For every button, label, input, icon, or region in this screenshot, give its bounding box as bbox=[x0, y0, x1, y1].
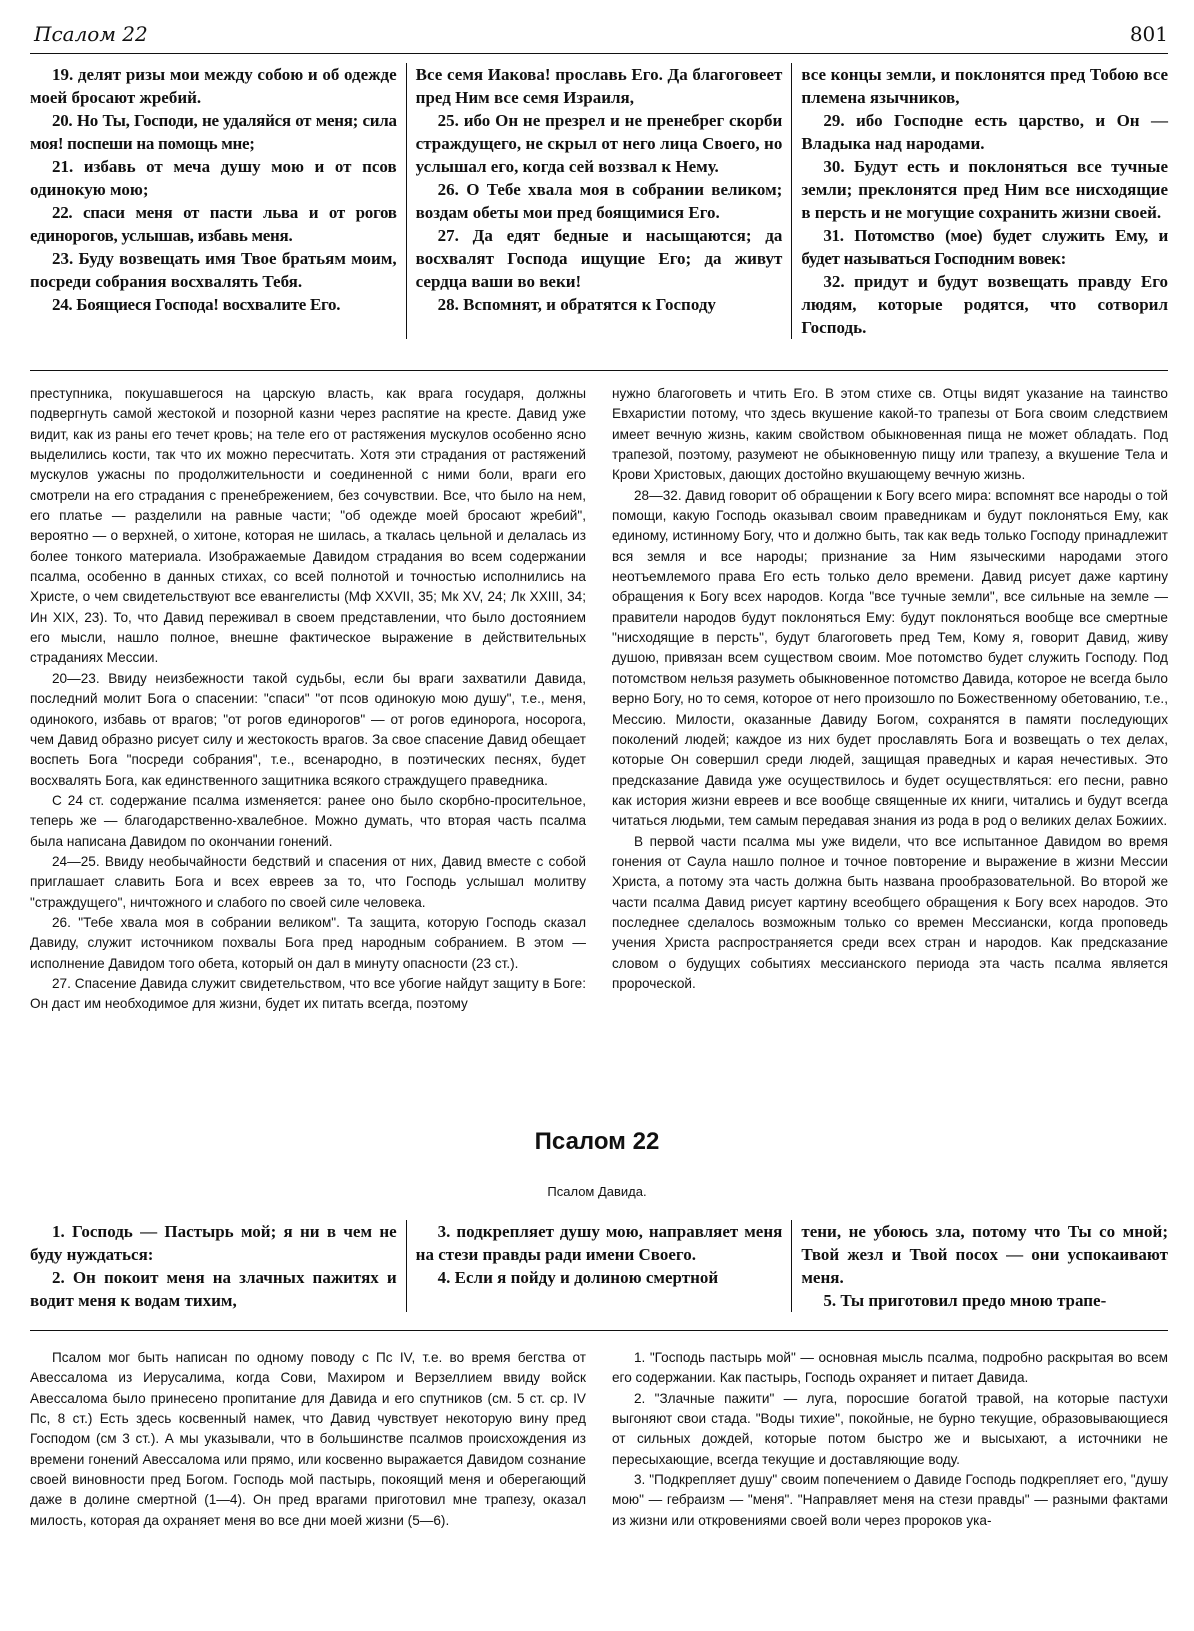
commentary-paragraph: 24—25. Ввиду необычайности бедствий и спасения от них, Давид вместе с собой приглашает славить Бога и всех евреев за то, что Господь услышал молитву "страждущего", ничтожного и слабого по своей силе человека. bbox=[30, 853, 586, 910]
verses-divider-rule bbox=[30, 1330, 1168, 1331]
verse-paragraph: 20. Но Ты, Господи, не удаляйся от меня; сила моя! поспеши на помощь мне; bbox=[30, 111, 397, 153]
page-number: 801 bbox=[1129, 22, 1168, 46]
header-rule bbox=[30, 53, 1168, 54]
verse-paragraph: 2. Он покоит меня на злачных пажитях и водит меня к водам тихим, bbox=[30, 1268, 397, 1310]
commentary-paragraph: 3. "Подкрепляет душу" своим попечением о Давиде Господь подкрепляет его, "душу мою" — гебраизм — "меня". "Направляет меня на стези правды" — разными фактами из жизни или откровениями своей воли через пророков ука- bbox=[612, 1472, 1168, 1528]
commentary-column-right bbox=[612, 384, 1168, 1015]
verse-paragraph: 5. Ты приготовил предо мною трапе- bbox=[823, 1291, 1107, 1310]
verse-paragraph: 24. Боящиеся Господа! восхвалите Его. bbox=[52, 295, 341, 314]
verse-paragraph: 1. Господь — Пастырь мой; я ни в чем не буду нуждаться: bbox=[30, 1222, 397, 1264]
verse-paragraph: 31. Потомство (мое) будет служить Ему, и будет называться Господним вовек: bbox=[801, 226, 1169, 268]
verse-column-3 bbox=[791, 63, 1168, 339]
running-header bbox=[30, 14, 1168, 50]
commentary-column-right bbox=[612, 1348, 1168, 1531]
verse-column-2 bbox=[406, 63, 792, 339]
commentary-paragraph: Псалом мог быть написан по одному поводу с Пс IV, т.е. во время бегства от Авессалома из Иерусалима, когда Сови, Махиром и Верзеллием ввиду войск Авессалома было принесено пропитание для Давида и его спутников (см. 5 ст. ср. IV Пс, 8 ст.) Есть здесь косвенный намек, что Давид чувствует некоторую вину пред Господом (см 3 ст.). А мы указывали, что в большинстве псалмов происхождения из времени гонений Авессалома или прямо, или косвенно выражается Давидом сознание своей виновности пред Богом. Господь мой пастырь, покоящий меня и оберегающий даже в долине смертной (1—4). Он пред врагами приготовил мне трапезу, оказал милость, которая да охраняет меня во все дни моей жизни (5—6). bbox=[30, 1350, 586, 1528]
verse-paragraph: 29. ибо Господне есть царство, и Он — Владыка над народами. bbox=[801, 111, 1169, 153]
verse-column-1 bbox=[30, 63, 406, 339]
verse-paragraph: 26. О Тебе хвала моя в собрании великом; воздам обеты мои пред боящимися Его. bbox=[415, 180, 783, 222]
verse-paragraph: Все семя Иакова! прославь Его. Да благоговеет пред Ним все семя Израиля, bbox=[415, 65, 783, 107]
verse-paragraph: тени, не убоюсь зла, потому что Ты со мной; Твой жезл и Твой посох — они успокаивают меня. bbox=[801, 1222, 1169, 1287]
commentary-paragraph: 2. "Злачные пажити" — луга, поросшие богатой травой, на которые пастухи выгоняют свои стада. "Воды тихие", покойные, не бурно текущие, образовывающиеся от сильных дождей, которые потом быстро же и высыхают, а источники не пересыхающие, всегда текущие и доставляющие воду. bbox=[612, 1390, 1168, 1467]
verses-bottom bbox=[30, 1220, 1168, 1312]
verse-column-3 bbox=[791, 1220, 1168, 1312]
verse-paragraph: 30. Будут есть и поклоняться все тучные земли; преклонятся пред Ним все нисходящие в персть и не могущие сохранить жизни своей. bbox=[801, 157, 1169, 222]
commentary-paragraph: В первой части псалма мы уже видели, что все испытанное Давидом во время гонения от Саула нашло полное и точное повторение и выражение в жизни Мессии Христа, а потому эта часть должна быть названа прообразовательной. Во второй же части псалма Давид рисует картину всеобщего обращения к Богу всех народов. Это последнее сделалось возможным только со времен Мессиански, когда проповедь учения Христа распространяется среди всех стран и народов. Как предсказание словом о будущих событиях мессианского периода эта часть псалма является пророческой. bbox=[612, 833, 1168, 991]
psalm-subtitle: Псалом Давида. bbox=[547, 1184, 647, 1199]
verses-divider-rule bbox=[30, 370, 1168, 371]
verse-paragraph: 19. делят ризы мои между собою и об одежде моей бросают жребий. bbox=[30, 65, 397, 107]
verse-paragraph: 4. Если я пойду и долиною смертной bbox=[437, 1268, 719, 1287]
verse-paragraph: 32. придут и будут возвещать правду Его людям, которые родятся, что сотворил Господь. bbox=[801, 272, 1169, 337]
commentary-paragraph: С 24 ст. содержание псалма изменяется: ранее оно было скорбно-просительное, теперь же — благодарственно-хвалебное. Можно думать, что вторая часть псалма была написана Давидом по окончании гонений. bbox=[30, 792, 586, 849]
commentary-paragraph: преступника, покушавшегося на царскую власть, как врага государя, должны подвергнуть самой жестокой и позорной казни через распятие на кресте. Давид уже видит, как из раны его течет кровь; на теле его от растяжения мускулов особенно ясно выделились кости, так что их можно пересчитать. Хотя эти страдания от растяжений мускулов ужасны по продолжительности и соединенной с ними боли, враги его смотрели на его страдания с пренебрежением, без сочувствии. Все, что было на нем, его платье — разделили на равные части; "об одежде моей бросают жребий", вероятно — о верхней, о хитоне, которая не шилась, а ткалась цельной и делалась из более тонкого материала. Изображаемые Давидом страдания во всем содержании псалма, особенно в данных стихах, со всей полнотой и точностью исполнились на Христе, о чем свидетельствуют все евангелисты (Мф XXVII, 35; Мк XV, 24; Лк XXIII, 34; Ин XIX, 23). То, что Давид переживал в своем представлении, что было достоянием его мысли, нашло полное, внешне фактическое выражение в действительных страданиях Мессии. bbox=[30, 386, 586, 666]
running-title: Псалом 22 bbox=[34, 22, 148, 46]
verse-column-2 bbox=[406, 1220, 792, 1312]
psalm-title: Псалом 22 bbox=[534, 1128, 660, 1155]
verse-paragraph: 21. избавь от меча душу мою и от псов одинокую мою; bbox=[30, 157, 397, 199]
commentary-paragraph: нужно благоговеть и чтить Его. В этом стихе св. Отцы видят указание на таинство Евхаристии потому, что здесь вкушение какой-то трапезы от Бога своим следствием имеет вечную жизнь, каким свойством обыкновенная пища не может обладать. Под трапезой, поэтому, разумеют не обыкновенную пищу или трапезу, а вкушение Тела и Крови Христовых, дающих достойно вкушающему вечную жизнь. bbox=[612, 386, 1168, 483]
verse-paragraph: 28. Вспомнят, и обратятся к Господу bbox=[437, 295, 716, 314]
verse-column-1 bbox=[30, 1220, 406, 1312]
verses-top bbox=[30, 63, 1168, 339]
verse-paragraph: 3. подкрепляет душу мою, направляет меня на стези правды ради имени Своего. bbox=[415, 1222, 783, 1264]
commentary-top bbox=[30, 384, 1168, 1015]
commentary-paragraph: 27. Спасение Давида служит свидетельством, что все убогие найдут защиту в Боге: Он даст им необходимое для жизни, будет их питать всегда, поэтому bbox=[30, 975, 586, 1012]
commentary-bottom bbox=[30, 1348, 1168, 1531]
verse-paragraph: 23. Буду возвещать имя Твое братьям моим, посреди собрания восхвалять Тебя. bbox=[30, 249, 397, 291]
verse-paragraph: все концы земли, и поклонятся пред Тобою все племена язычников, bbox=[801, 65, 1169, 107]
commentary-paragraph: 26. "Тебе хвала моя в собрании великом". Та защита, которую Господь сказал Давиду, служит источником похвалы Бога пред народным собранием. В этом — исполнение Давидом того обета, который он дал в минуту опасности (23 ст.). bbox=[30, 914, 586, 971]
commentary-column-left bbox=[30, 1348, 586, 1531]
commentary-paragraph: 1. "Господь пастырь мой" — основная мысль псалма, подробно раскрытая во всем его содержании. Как пастырь, Господь охраняет и питает Давида. bbox=[612, 1350, 1168, 1386]
verse-paragraph: 22. спаси меня от пасти льва и от рогов единорогов, услышав, избавь меня. bbox=[30, 203, 397, 245]
commentary-column-left bbox=[30, 384, 586, 1015]
verse-paragraph: 27. Да едят бедные и насыщаются; да восхвалят Господа ищущие Его; да живут сердца ваши во веки! bbox=[415, 226, 783, 291]
commentary-paragraph: 20—23. Ввиду неизбежности такой судьбы, если бы враги захватили Давида, последний молит Бога о спасении: "спаси" "от псов одинокую мою душу", т.е., меня, одинокого, избавь от врагов; "от рогов единорогов" — от рогов единорога, носорога, чем Давид образно рисует силу и жестокость врагов. За свое спасение Давид обещает воспеть Бога "посреди собрания", т.е., всенародно, в поэтических песнях, будет восхвалять Бога, как единственного защитника всякого страждущего праведника. bbox=[30, 670, 586, 788]
verse-paragraph: 25. ибо Он не презрел и не пренебрег скорби страждущего, не скрыл от него лица Своего, но услышал его, когда сей воззвал к Нему. bbox=[415, 111, 783, 176]
commentary-paragraph: 28—32. Давид говорит об обращении к Богу всего мира: вспомнят все народы о той помощи, какую Господь оказывал своим праведникам и будут поклоняться Ему, как единому, истинному Богу, что и должно быть, так как ведь только Господу принадлежит вся земля и все народы; признание за Ним языческими народами этого неотъемлемого права Его есть только дело времени. Давид рисует даже картину обращения к Богу всех народов. Когда "все тучные земли", все сильные на земле — правители народов будут поклоняться Ему: будут поклоняться вообще все смертные "нисходящие в персть", будут благоговеть пред Тем, Кому я, говорит Давид, живу душою, привязан всем существом своим. Мое потомство будет служить Господу. Под потомством нельзя разуметь обыкновенное потомство Давида, которое не всегда было верно Богу, но то семя, которое от него произошло по Божественному обетованию, т.е., Мессию. Милости, оказанные Давиду Богом, сохранятся в памяти последующих поколений людей; каждое из них будет прославлять Бога и возвещать о тех делах, которые Он совершил среди людей, защищая праведных и карая нечестивых. Это предсказание Давида уже осуществилось и будет осуществляться: его песни, равно как история жизни евреев и все вообще священные их книги, читались и будут всегда читаться людьми, тем самым передавая знания из рода в род о великих делах Божиих. bbox=[612, 487, 1168, 829]
